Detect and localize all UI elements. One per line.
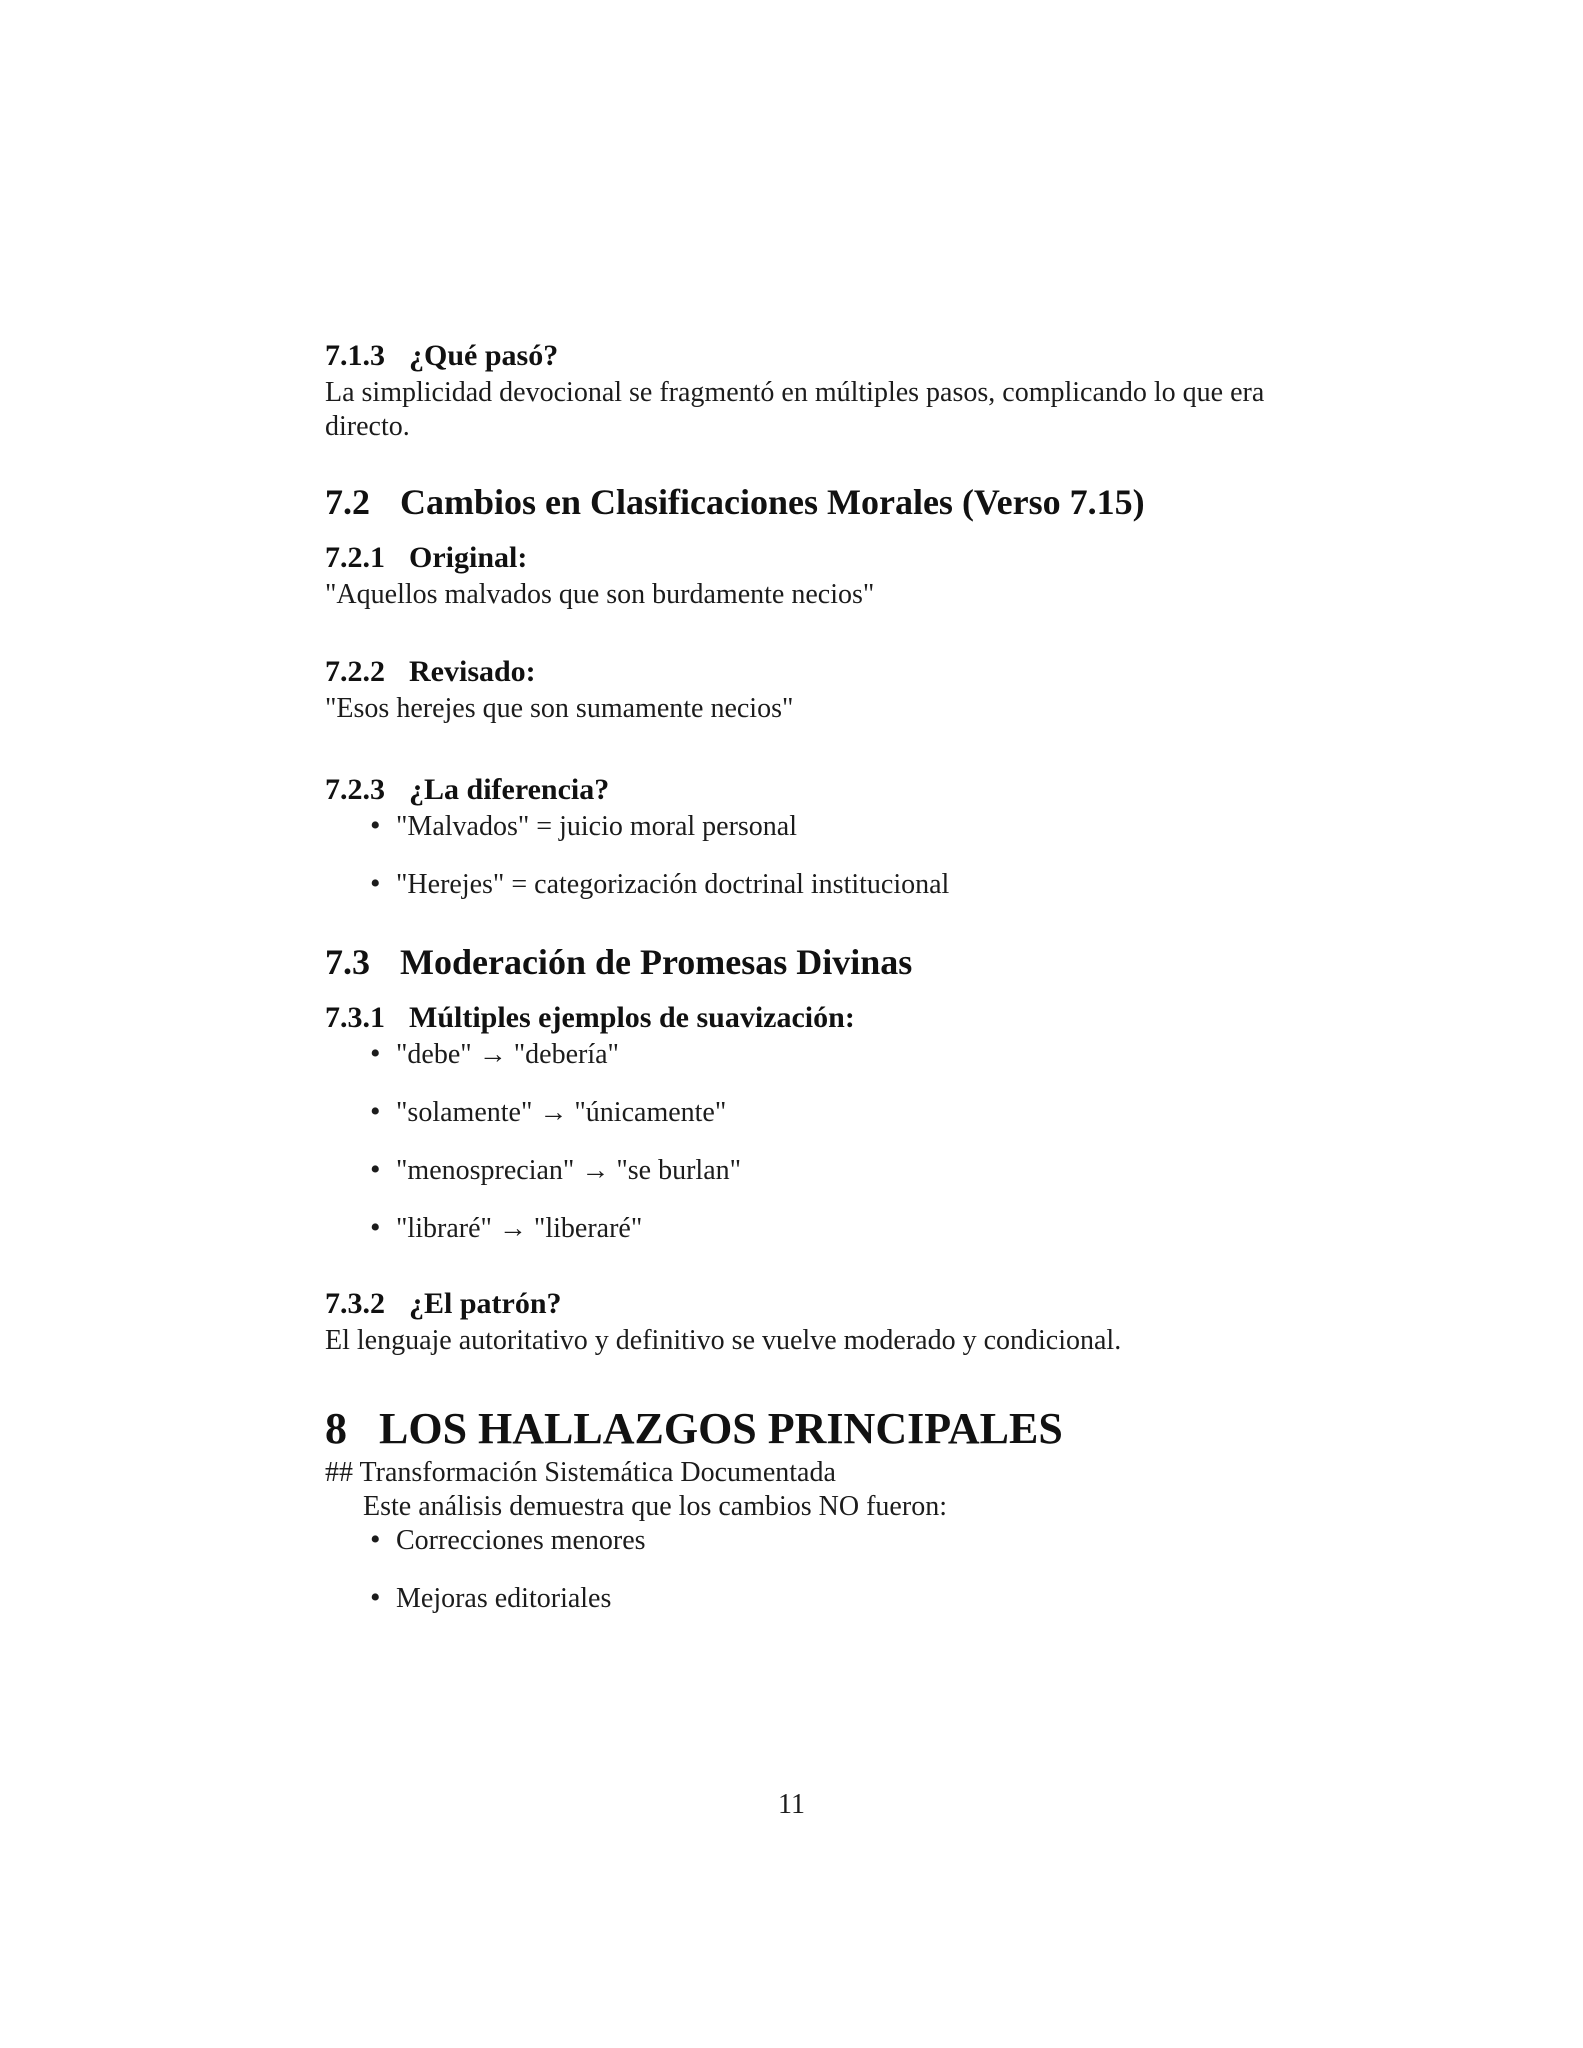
suavizacion-examples-list — [325, 1038, 1266, 1246]
page-number: 11 — [778, 1789, 805, 1820]
no-fueron-list — [325, 1524, 1266, 1616]
subsubsection-heading-7-3-1 — [325, 998, 1266, 1038]
subsection-heading-7-3 — [325, 940, 1266, 984]
paragraph-que-paso: La simplicidad devocional se fragmentó en múltiples pasos, complicando lo que era directo. — [325, 377, 1265, 442]
list-item: • "solamente" → "únicamente" — [325, 1096, 1266, 1130]
difference-list — [325, 810, 1266, 902]
quote-revisado: "Esos herejes que son sumamente necios" — [325, 693, 794, 724]
subsubsection-heading-7-2-2 — [325, 652, 1266, 692]
subsubsection-heading-7-1-3 — [325, 336, 1266, 376]
subsection-heading-7-2 — [325, 480, 1266, 524]
section-title: Moderación de Promesas Divinas — [400, 942, 913, 982]
quote-original: "Aquellos malvados que son burdamente necios" — [325, 579, 875, 610]
paragraph-hallazgos-intro — [325, 1456, 1266, 1524]
section-number: 7.2.1 — [325, 541, 385, 574]
section-number: 7.3 — [325, 942, 370, 982]
list-item: • "libraré" → "liberaré" — [325, 1212, 1266, 1246]
paragraph-el-patron: El lenguaje autoritativo y definitivo se vuelve moderado y condicional. — [325, 1325, 1122, 1356]
section-number: 7.2 — [325, 482, 370, 522]
list-item: • "debe" → "debería" — [325, 1038, 1266, 1072]
section-number: 7.2.2 — [325, 655, 385, 688]
section-title: ¿Qué pasó? — [409, 339, 559, 372]
section-title: Revisado: — [409, 655, 536, 688]
subsubsection-heading-7-3-2 — [325, 1284, 1266, 1324]
intro-line: Este análisis demuestra que los cambios NO fueron: — [363, 1491, 947, 1522]
section-title: ¿El patrón? — [409, 1287, 562, 1320]
section-title: ¿La diferencia? — [409, 773, 610, 806]
section-number: 8 — [325, 1404, 347, 1453]
section-number: 7.3.1 — [325, 1001, 385, 1034]
list-item: • Mejoras editoriales — [325, 1582, 1266, 1616]
list-item: • "menosprecian" → "se burlan" — [325, 1154, 1266, 1188]
list-item: • Correcciones menores — [325, 1524, 1266, 1558]
section-title: LOS HALLAZGOS PRINCIPALES — [379, 1404, 1063, 1453]
section-heading-8 — [325, 1402, 1266, 1456]
section-number: 7.2.3 — [325, 773, 385, 806]
section-number: 7.3.2 — [325, 1287, 385, 1320]
subsubsection-heading-7-2-1 — [325, 538, 1266, 578]
markdown-heading-line: ## Transformación Sistemática Documentada — [325, 1457, 836, 1488]
section-number: 7.1.3 — [325, 339, 385, 372]
section-title: Cambios en Clasificaciones Morales (Verso 7.15) — [400, 482, 1145, 522]
list-item: • "Herejes" = categorización doctrinal institucional — [325, 868, 1266, 902]
document-content — [325, 336, 1266, 1616]
subsubsection-heading-7-2-3 — [325, 770, 1266, 810]
section-title: Múltiples ejemplos de suavización: — [409, 1001, 855, 1034]
list-item: • "Malvados" = juicio moral personal — [325, 810, 1266, 844]
section-title: Original: — [409, 541, 528, 574]
